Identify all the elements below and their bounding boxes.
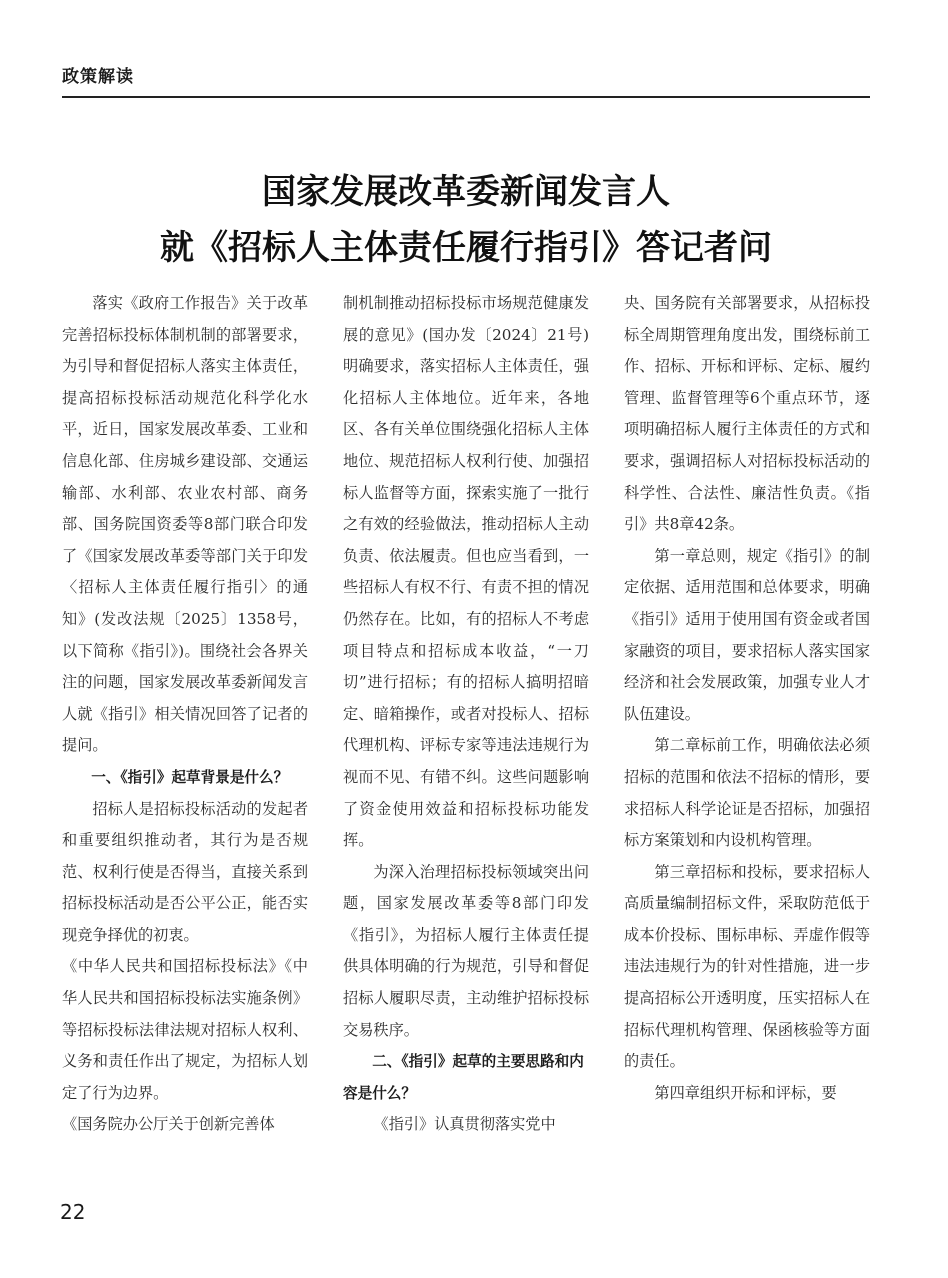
paragraph: 《国务院办公厅关于创新完善体 (62, 1115, 275, 1134)
page-number: 22 (60, 1200, 86, 1224)
text-column-2 (343, 288, 589, 1141)
paragraph: 第三章招标和投标，要求招标人高质量编制招标文件，采取防范低于成本价投标、围标串标、弄虚作假等违法违规行为的针对性措施，进一步提高招标公开透明度，压实招标人在招标代理机构管理、保函核验等方面的责任。 (624, 862, 870, 1071)
paragraph: 第四章组织开标和评标，要 (654, 1083, 837, 1102)
paragraph: 招标人是招标投标活动的发起者和重要组织推动者，其行为是否规范、权利行使是否得当，直接关系到招标投标活动是否公平公正，能否实现竞争择优的初衷。 (62, 799, 308, 944)
text-column-3 (624, 288, 870, 1109)
paragraph: 《指引》认真贯彻落实党中 (373, 1115, 556, 1134)
article-title-line-1: 国家发展改革委新闻发言人 (262, 172, 670, 212)
paragraph: 制机制推动招标投标市场规范健康发展的意见》(国办发〔2024〕21号)明确要求，落实招标人主体责任，强化招标人主体地位。近年来，各地区、各有关单位围绕强化招标人主体地位、规范招标人权利行使、加强招标人监督等方面，探索实施了一批行之有效的经验做法，推动招标人主动负责、依法履责。但也应当看到，一些招标人有权不行、有责不担的情况仍然存在。比如，有的招标人不考虑项目特点和招标成本收益，“一刀切”进行招标；有的招标人搞明招暗定、暗箱操作，或者对投标人、招标代理机构、评标专家等违法违规行为视而不见、有错不纠。这些问题影响了资金使用效益和招标投标功能发挥。 (343, 294, 589, 850)
paragraph: 《中华人民共和国招标投标法》《中华人民共和国招标投标法实施条例》等招标投标法律法规对招标人权利、义务和责任作出了规定，为招标人划定了行为边界。 (62, 957, 308, 1102)
article-title-line-2: 就《招标人主体责任履行指引》答记者问 (160, 228, 772, 268)
article-title (62, 164, 870, 276)
paragraph: 第一章总则，规定《指引》的制定依据、适用范围和总体要求，明确《指引》适用于使用国有资金或者国家融资的项目，要求招标人落实国家经济和社会发展政策，加强专业人才队伍建设。 (624, 546, 870, 723)
question-heading-2: 二、《指引》起草的主要思路和内容是什么？ (343, 1053, 584, 1102)
section-label: 政策解读 (62, 67, 134, 87)
question-heading-1: 一、《指引》起草背景是什么？ (91, 768, 289, 786)
paragraph: 央、国务院有关部署要求，从招标投标全周期管理角度出发，围绕标前工作、招标、开标和评标、定标、履约管理、监督管理等6个重点环节，逐项明确招标人履行主体责任的方式和要求，强调招标人对招标投标活动的科学性、合法性、廉洁性负责。《指引》共8章42条。 (624, 294, 870, 534)
text-column-1 (62, 288, 308, 1141)
paragraph: 为深入治理招标投标领域突出问题，国家发展改革委等8部门印发《指引》，为招标人履行主体责任提供具体明确的行为规范，引导和督促招标人履职尽责，主动维护招标投标交易秩序。 (343, 862, 589, 1039)
paragraph-intro: 落实《政府工作报告》关于改革完善招标投标体制机制的部署要求，为引导和督促招标人落实主体责任，提高招标投标活动规范化科学化水平，近日，国家发展改革委、工业和信息化部、住房城乡建设部、交通运输部、水利部、农业农村部、商务部、国务院国资委等8部门联合印发了《国家发展改革委等部门关于印发〈招标人主体责任履行指引〉的通知》(发改法规〔2025〕1358号，以下简称《指引》)。围绕社会各界关注的问题，国家发展改革委新闻发言人就《指引》相关情况回答了记者的提问。 (62, 294, 308, 755)
header-rule (62, 96, 870, 98)
paragraph: 第二章标前工作，明确依法必须招标的范围和依法不招标的情形，要求招标人科学论证是否招标，加强招标方案策划和内设机构管理。 (624, 736, 870, 850)
